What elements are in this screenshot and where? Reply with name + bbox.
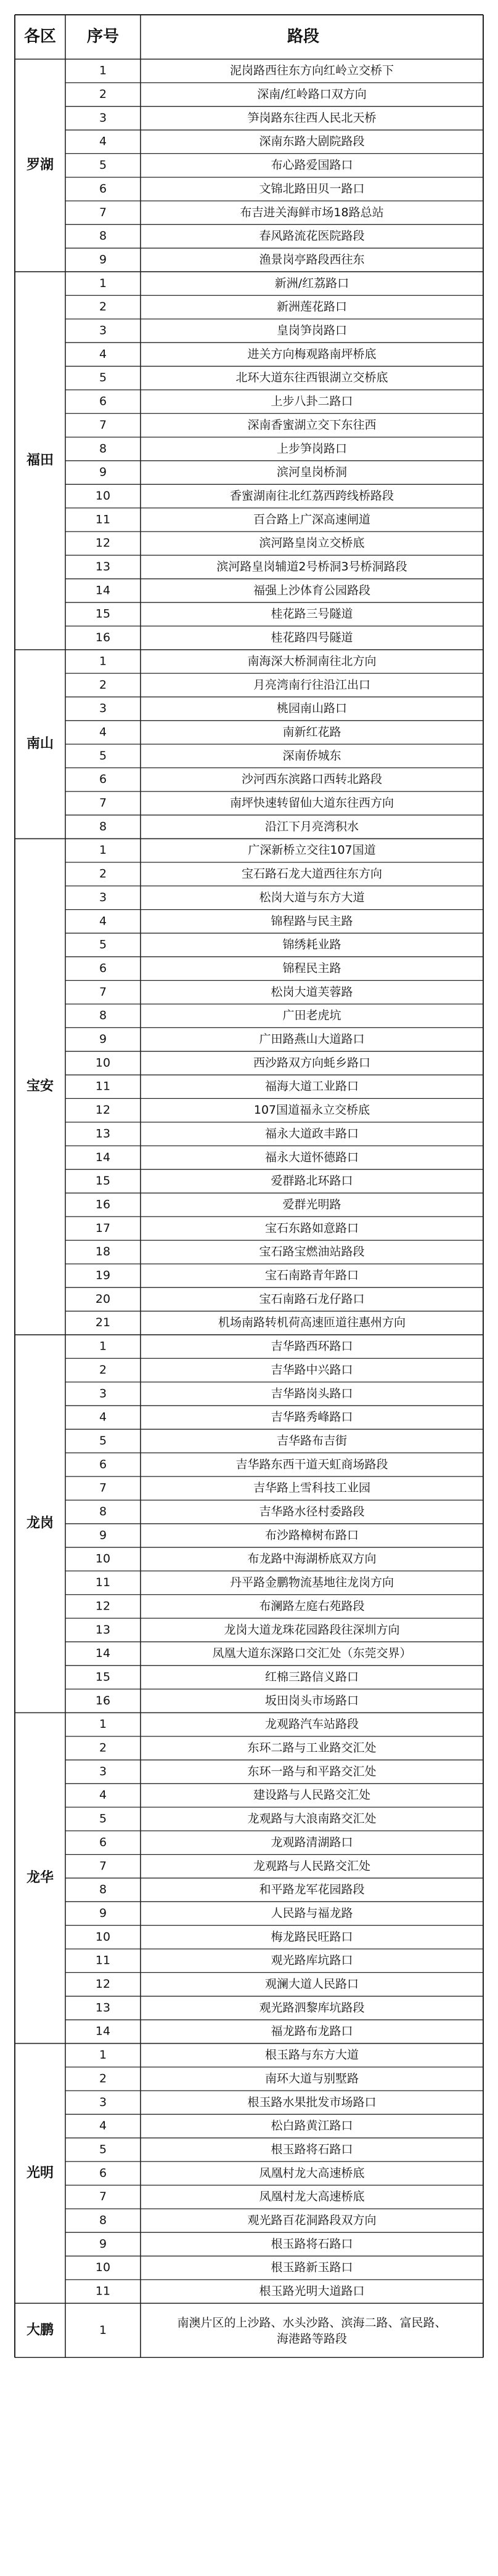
row-seq: 8 <box>99 229 107 243</box>
row-road: 观光路泗黎库坑路段 <box>259 2001 365 2015</box>
row-road: 皇岗笋岗路口 <box>276 323 348 338</box>
row-road: 福海大道工业路口 <box>264 1079 359 1093</box>
row-seq: 7 <box>99 1859 107 1873</box>
row-road: 南环大道与别墅路 <box>264 2072 359 2086</box>
row-road: 广田老虎坑 <box>282 1008 341 1023</box>
row-road: 布澜路左庭右苑路段 <box>259 1599 365 1613</box>
row-seq: 7 <box>99 985 107 999</box>
row-road: 龙岗大道龙珠花园路段往深圳方向 <box>224 1622 400 1637</box>
row-road: 凤凰大道东深路口交汇处（东莞交界） <box>212 1646 412 1661</box>
row-road-line1: 南澳片区的上沙路、水头沙路、滨海二路、富民路、 <box>177 2315 447 2330</box>
district-name: 宝安 <box>26 1079 54 1095</box>
row-road: 宝石路宝燃油站路段 <box>259 1245 365 1259</box>
row-road: 南新红花路 <box>282 725 341 739</box>
row-road: 龙观路与大浪南路交汇处 <box>247 1812 377 1826</box>
row-seq: 7 <box>99 205 107 219</box>
row-seq: 8 <box>99 819 107 833</box>
row-road: 布龙路中海湖桥底双方向 <box>247 1552 377 1566</box>
row-seq: 7 <box>99 418 107 432</box>
row-seq: 3 <box>99 1764 107 1778</box>
row-seq: 5 <box>99 1433 107 1448</box>
row-seq: 1 <box>99 1339 107 1353</box>
row-road: 布心路爱国路口 <box>271 158 353 172</box>
row-seq: 14 <box>95 583 111 597</box>
row-road: 布吉进关海鲜市场18路总站 <box>240 205 384 219</box>
row-road: 福龙路布龙路口 <box>271 2024 353 2038</box>
row-seq: 19 <box>95 1268 111 1282</box>
row-seq: 13 <box>95 1622 111 1637</box>
row-road: 泥岗路西往东方向红岭立交桥下 <box>229 63 394 78</box>
row-road: 龙观路与人民路交汇处 <box>253 1859 371 1873</box>
row-seq: 3 <box>99 702 107 716</box>
row-road: 沙河西东滨路口西转北路段 <box>241 772 383 787</box>
row-seq: 3 <box>99 111 107 125</box>
row-road: 广田路燕山大道路口 <box>259 1032 365 1047</box>
row-road: 根玉路将石路口 <box>271 2237 353 2251</box>
row-seq: 14 <box>95 1646 111 1661</box>
row-seq: 8 <box>99 1505 107 1519</box>
row-seq: 1 <box>99 1717 107 1732</box>
row-seq: 6 <box>99 182 107 196</box>
row-road: 广深新桥立交往107国道 <box>248 843 376 857</box>
row-seq: 3 <box>99 890 107 904</box>
row-seq: 4 <box>99 725 107 739</box>
row-seq: 4 <box>99 2119 107 2133</box>
row-seq: 9 <box>99 465 107 479</box>
row-seq: 8 <box>99 442 107 456</box>
row-seq: 1 <box>99 2323 107 2337</box>
row-seq: 7 <box>99 2190 107 2204</box>
row-road: 滨河路皇岗立交桥底 <box>259 536 365 550</box>
row-seq: 6 <box>99 1457 107 1472</box>
row-seq: 15 <box>95 1670 111 1684</box>
row-seq: 1 <box>99 63 107 78</box>
row-road: 107国道福永立交桥底 <box>253 1103 370 1117</box>
row-road: 吉华路中兴路口 <box>271 1363 353 1377</box>
row-seq: 5 <box>99 1812 107 1826</box>
row-road: 观澜大道人民路口 <box>264 1977 359 1991</box>
header-road: 路段 <box>287 27 320 46</box>
row-road: 龙观路汽车站路段 <box>264 1717 359 1732</box>
row-seq: 13 <box>95 1127 111 1141</box>
row-road: 根玉路水果批发市场路口 <box>247 2095 377 2109</box>
row-seq: 2 <box>99 1363 107 1377</box>
row-seq: 20 <box>95 1292 111 1306</box>
row-road: 丹平路金鹏物流基地往龙岗方向 <box>229 1576 394 1590</box>
row-road: 松岗大道芙蓉路 <box>271 985 353 999</box>
row-road: 上步笋岗路口 <box>276 442 348 456</box>
row-seq: 13 <box>95 2001 111 2015</box>
row-seq: 10 <box>95 1552 111 1566</box>
district-name: 大鹏 <box>26 2322 54 2338</box>
row-seq: 10 <box>95 1056 111 1070</box>
row-road: 吉华路西环路口 <box>271 1339 353 1353</box>
row-seq: 3 <box>99 323 107 338</box>
row-road: 桃园南山路口 <box>276 702 348 716</box>
row-road: 宝石路石龙大道西往东方向 <box>241 867 383 881</box>
header-seq: 序号 <box>86 27 120 46</box>
row-seq: 4 <box>99 134 107 148</box>
row-road: 坂田岗头市场路口 <box>264 1693 359 1707</box>
row-road: 笋岗路东往西人民北天桥 <box>247 111 377 125</box>
row-road: 松岗大道与东方大道 <box>259 890 365 904</box>
row-road: 观光路百花洞路段双方向 <box>247 2213 377 2227</box>
row-seq: 7 <box>99 1481 107 1495</box>
row-seq: 4 <box>99 1410 107 1424</box>
row-road: 宝石南路石龙仔路口 <box>259 1292 365 1306</box>
row-seq: 10 <box>95 488 111 503</box>
row-seq: 9 <box>99 1032 107 1047</box>
row-seq: 13 <box>95 560 111 574</box>
row-road: 吉华路东西干道天虹商场路段 <box>235 1457 388 1472</box>
row-seq: 15 <box>95 607 111 621</box>
row-road: 滨河皇岗桥洞 <box>276 465 348 479</box>
row-road: 南坪快速转留仙大道东往西方向 <box>229 796 394 810</box>
row-seq: 6 <box>99 961 107 975</box>
row-road: 渔景岗亭路段西往东 <box>259 253 365 267</box>
row-road: 松白路黄江路口 <box>271 2119 353 2133</box>
row-seq: 9 <box>99 253 107 267</box>
row-road: 东环二路与工业路交汇处 <box>247 1741 377 1755</box>
row-road: 锦程路与民主路 <box>271 914 353 928</box>
district-name: 福田 <box>26 452 54 468</box>
row-seq: 2 <box>99 300 107 314</box>
district-name: 罗湖 <box>26 157 54 173</box>
row-seq: 5 <box>99 2142 107 2157</box>
row-seq: 1 <box>99 276 107 290</box>
row-road: 东环一路与和平路交汇处 <box>247 1764 377 1778</box>
row-road: 吉华路布吉街 <box>276 1433 348 1448</box>
row-road: 和平路龙军花园路段 <box>259 1882 365 1897</box>
row-road: 福永大道政丰路口 <box>264 1127 359 1141</box>
row-road: 桂花路四号隧道 <box>271 631 353 645</box>
row-seq: 6 <box>99 772 107 787</box>
header-district: 各区 <box>23 27 57 46</box>
row-seq: 8 <box>99 1882 107 1897</box>
row-seq: 11 <box>95 1953 111 1967</box>
row-road: 人民路与福龙路 <box>271 1906 353 1920</box>
row-seq: 5 <box>99 371 107 385</box>
row-road: 深南侨城东 <box>282 748 341 763</box>
row-road: 上步八卦二路口 <box>271 394 353 408</box>
row-road: 根玉路将石路口 <box>271 2142 353 2157</box>
row-seq: 16 <box>95 1693 111 1707</box>
row-seq: 9 <box>99 1906 107 1920</box>
row-seq: 2 <box>99 867 107 881</box>
row-road: 香蜜湖南往北红荔西跨线桥路段 <box>229 488 394 503</box>
row-road: 深南/红岭路口双方向 <box>257 87 367 102</box>
row-road: 机场南路转机荷高速匝道往惠州方向 <box>218 1316 406 1330</box>
row-road: 梅龙路民旺路口 <box>271 1930 353 1944</box>
row-seq: 3 <box>99 2095 107 2109</box>
row-road: 桂花路三号隧道 <box>271 607 353 621</box>
row-seq: 14 <box>95 1150 111 1164</box>
row-seq: 5 <box>99 938 107 952</box>
row-road: 西沙路双方向蚝乡路口 <box>253 1056 371 1070</box>
row-road: 吉华路水径村委路段 <box>259 1505 365 1519</box>
row-seq: 1 <box>99 843 107 857</box>
row-seq: 1 <box>99 2048 107 2062</box>
row-road: 福永大道怀德路口 <box>264 1150 359 1164</box>
row-seq: 5 <box>99 748 107 763</box>
row-seq: 10 <box>95 2261 111 2275</box>
row-seq: 12 <box>95 1103 111 1117</box>
row-seq: 16 <box>95 631 111 645</box>
row-seq: 4 <box>99 914 107 928</box>
row-road: 南海深大桥洞南往北方向 <box>247 654 377 668</box>
row-road: 宝石南路青年路口 <box>264 1268 359 1282</box>
row-seq: 11 <box>95 1079 111 1093</box>
row-road: 根玉路新玉路口 <box>271 2261 353 2275</box>
row-road: 吉华路秀峰路口 <box>271 1410 353 1424</box>
row-seq: 4 <box>99 347 107 361</box>
row-road: 根玉路与东方大道 <box>264 2048 359 2062</box>
row-road: 爱群光明路 <box>282 1197 341 1212</box>
row-road: 宝石东路如意路口 <box>264 1221 359 1235</box>
row-seq: 18 <box>95 1245 111 1259</box>
row-road: 布沙路樟树布路口 <box>264 1528 359 1542</box>
row-road: 吉华路上雪科技工业园 <box>253 1481 371 1495</box>
row-seq: 8 <box>99 2213 107 2227</box>
row-seq: 7 <box>99 796 107 810</box>
row-seq: 10 <box>95 1930 111 1944</box>
row-seq: 9 <box>99 2237 107 2251</box>
row-road: 龙观路清湖路口 <box>271 1835 353 1849</box>
row-seq: 2 <box>99 1741 107 1755</box>
row-road: 新洲莲花路口 <box>276 300 348 314</box>
row-road: 建设路与人民路交汇处 <box>253 1788 371 1802</box>
row-road: 北环大道东往西银湖立交桥底 <box>235 371 388 385</box>
row-seq: 4 <box>99 1788 107 1802</box>
row-road: 新洲/红荔路口 <box>274 276 349 290</box>
row-road: 吉华路岗头路口 <box>271 1387 353 1401</box>
district-name: 龙岗 <box>26 1515 54 1531</box>
row-road: 深南香蜜湖立交下东往西 <box>247 418 377 432</box>
row-seq: 11 <box>95 512 111 527</box>
row-road: 文锦北路田贝一路口 <box>259 182 365 196</box>
row-seq: 2 <box>99 2072 107 2086</box>
row-seq: 6 <box>99 1835 107 1849</box>
row-seq: 2 <box>99 678 107 692</box>
row-road: 月亮湾南行往沿江出口 <box>253 678 371 692</box>
district-name: 南山 <box>26 736 54 752</box>
row-road: 沿江下月亮湾积水 <box>264 819 359 833</box>
row-seq: 2 <box>99 87 107 102</box>
row-seq: 17 <box>95 1221 111 1235</box>
row-road: 深南东路大剧院路段 <box>259 134 365 148</box>
row-road: 锦程民主路 <box>282 961 341 975</box>
row-seq: 11 <box>95 2284 111 2298</box>
district-name: 光明 <box>26 2165 54 2181</box>
row-road: 锦绣耗业路 <box>282 938 341 952</box>
row-road: 凤凰村龙大高速桥底 <box>259 2190 365 2204</box>
row-seq: 6 <box>99 394 107 408</box>
row-road: 福强上沙体育公园路段 <box>253 583 371 597</box>
row-road: 春风路流花医院路段 <box>259 229 365 243</box>
row-road: 百合路上广深高速闸道 <box>253 512 371 527</box>
row-seq: 5 <box>99 158 107 172</box>
row-road: 爱群路北环路口 <box>271 1174 353 1188</box>
row-seq: 14 <box>95 2024 111 2038</box>
row-seq: 12 <box>95 1599 111 1613</box>
row-seq: 8 <box>99 1008 107 1023</box>
row-seq: 12 <box>95 1977 111 1991</box>
row-seq: 3 <box>99 1387 107 1401</box>
row-seq: 1 <box>99 654 107 668</box>
row-road: 根玉路光明大道路口 <box>259 2284 365 2298</box>
row-seq: 12 <box>95 536 111 550</box>
row-road-line2: 海港路等路段 <box>276 2331 348 2346</box>
row-road: 凤凰村龙大高速桥底 <box>259 2166 365 2180</box>
row-road: 进关方向梅观路南坪桥底 <box>247 347 377 361</box>
row-seq: 15 <box>95 1174 111 1188</box>
row-road: 红棉三路信义路口 <box>264 1670 359 1684</box>
row-seq: 21 <box>95 1316 111 1330</box>
district-name: 龙华 <box>26 1869 54 1885</box>
row-road: 滨河路皇岗辅道2号桥洞3号桥洞路段 <box>216 560 407 574</box>
row-road: 观光路库坑路口 <box>271 1953 353 1967</box>
row-seq: 9 <box>99 1528 107 1542</box>
row-seq: 11 <box>95 1576 111 1590</box>
row-seq: 16 <box>95 1197 111 1212</box>
row-seq: 6 <box>99 2166 107 2180</box>
